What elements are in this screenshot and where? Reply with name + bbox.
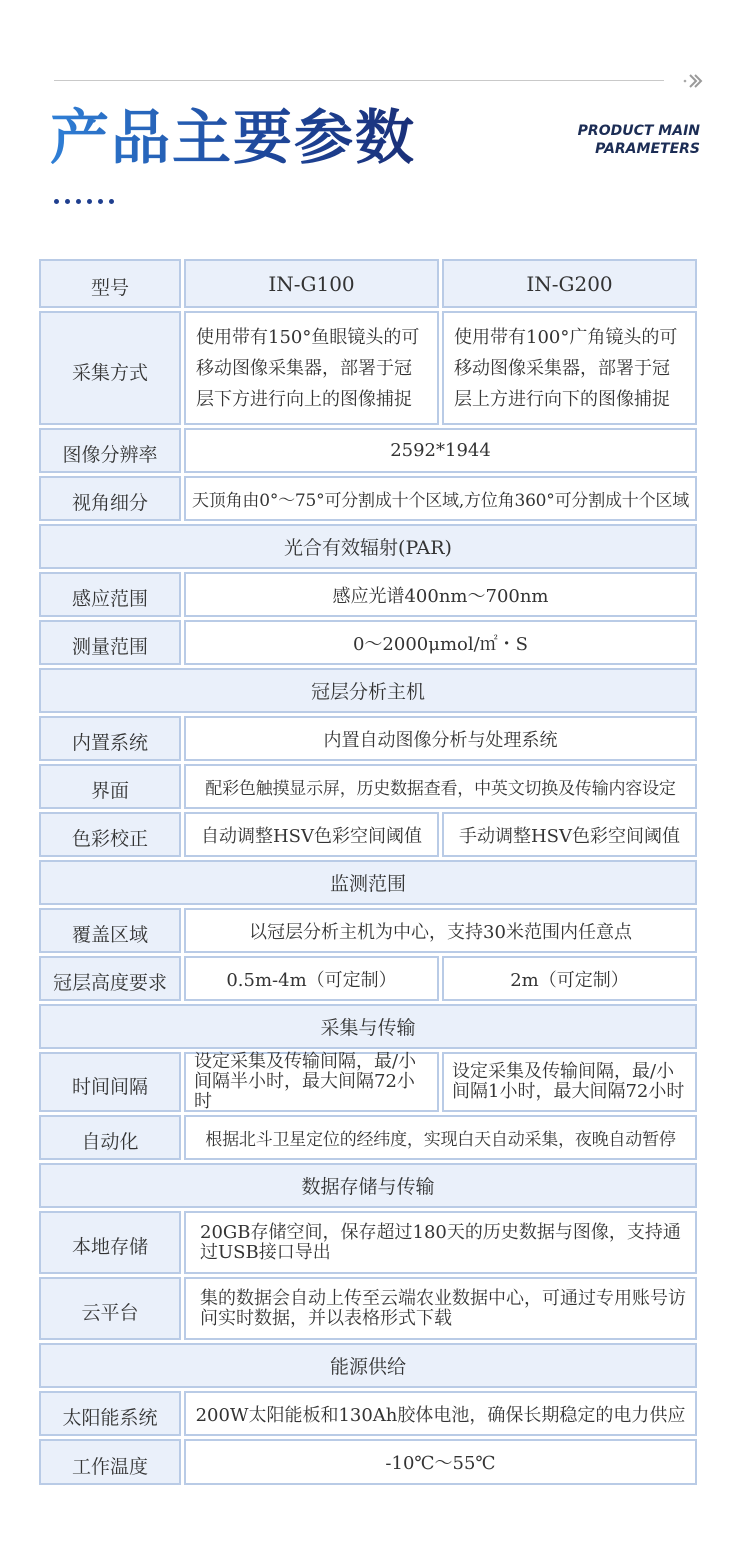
dot bbox=[54, 199, 59, 204]
system-label: 内置系统 bbox=[39, 716, 181, 761]
color-label: 色彩校正 bbox=[39, 812, 181, 857]
color-g200: 手动调整HSV色彩空间阈值 bbox=[442, 812, 697, 857]
automation-value: 根据北斗卫星定位的经纬度，实现白天自动采集，夜晚自动暂停 bbox=[184, 1115, 697, 1160]
measure-range-value: 0～2000μmol/㎡・S bbox=[184, 620, 697, 665]
solar-value: 200W太阳能板和130Ah胶体电池，确保长期稳定的电力供应 bbox=[184, 1391, 697, 1436]
interface-label: 界面 bbox=[39, 764, 181, 809]
section-storage: 数据存储与传输 bbox=[39, 1163, 697, 1208]
section-transfer: 采集与传输 bbox=[39, 1004, 697, 1049]
measure-range-label: 测量范围 bbox=[39, 620, 181, 665]
solar-label: 太阳能系统 bbox=[39, 1391, 181, 1436]
collect-g200: 使用带有100°广角镜头的可移动图像采集器，部署于冠层上方进行向下的图像捕捉 bbox=[442, 311, 697, 425]
page-title: 产品主要参数 bbox=[50, 103, 417, 172]
dot bbox=[65, 199, 70, 204]
resolution-label: 图像分辨率 bbox=[39, 428, 181, 473]
section-host: 冠层分析主机 bbox=[39, 668, 697, 713]
decorative-dots bbox=[54, 199, 114, 204]
section-power: 能源供给 bbox=[39, 1343, 697, 1388]
coverage-label: 覆盖区域 bbox=[39, 908, 181, 953]
interval-label: 时间间隔 bbox=[39, 1052, 181, 1112]
resolution-value: 2592*1944 bbox=[184, 428, 697, 473]
height-label: 冠层高度要求 bbox=[39, 956, 181, 1001]
model-label: 型号 bbox=[39, 259, 181, 308]
english-title-line-2: PARAMETERS bbox=[595, 141, 700, 157]
local-storage-value: 20GB存储空间，保存超过180天的历史数据与图像，支持通过USB接口导出 bbox=[184, 1211, 697, 1274]
height-g100: 0.5m-4m（可定制） bbox=[184, 956, 439, 1001]
cloud-label: 云平台 bbox=[39, 1277, 181, 1340]
temperature-label: 工作温度 bbox=[39, 1439, 181, 1485]
coverage-value: 以冠层分析主机为中心，支持30米范围内任意点 bbox=[184, 908, 697, 953]
sense-range-value: 感应光谱400nm～700nm bbox=[184, 572, 697, 617]
local-storage-label: 本地存储 bbox=[39, 1211, 181, 1274]
english-title-line-1: PRODUCT MAIN bbox=[577, 123, 700, 139]
english-title bbox=[578, 122, 700, 158]
dot bbox=[109, 199, 114, 204]
section-monitor: 监测范围 bbox=[39, 860, 697, 905]
sense-range-label: 感应范围 bbox=[39, 572, 181, 617]
cloud-value: 集的数据会自动上传至云端农业数据中心，可通过专用账号访问实时数据，并以表格形式下载 bbox=[184, 1277, 697, 1340]
interval-g200: 设定采集及传输间隔，最/小间隔1小时，最大间隔72小时 bbox=[442, 1052, 697, 1112]
interface-value: 配彩色触摸显示屏，历史数据查看，中英文切换及传输内容设定 bbox=[184, 764, 697, 809]
collect-g100: 使用带有150°鱼眼镜头的可移动图像采集器，部署于冠层下方进行向上的图像捕捉 bbox=[184, 311, 439, 425]
dot bbox=[87, 199, 92, 204]
model-g200: IN-G200 bbox=[442, 259, 697, 308]
model-g100: IN-G100 bbox=[184, 259, 439, 308]
collect-label: 采集方式 bbox=[39, 311, 181, 425]
header-divider bbox=[54, 80, 664, 81]
interval-g100: 设定采集及传输间隔，最/小间隔半小时，最大间隔72小时 bbox=[184, 1052, 439, 1112]
automation-label: 自动化 bbox=[39, 1115, 181, 1160]
color-g100: 自动调整HSV色彩空间阈值 bbox=[184, 812, 439, 857]
double-chevron-right-icon bbox=[682, 71, 704, 91]
dot bbox=[98, 199, 103, 204]
dot bbox=[76, 199, 81, 204]
section-par: 光合有效辐射(PAR) bbox=[39, 524, 697, 569]
view-label: 视角细分 bbox=[39, 476, 181, 521]
temperature-value: -10℃～55℃ bbox=[184, 1439, 697, 1485]
view-value: 天顶角由0°～75°可分割成十个区域,方位角360°可分割成十个区域 bbox=[184, 476, 697, 521]
height-g200: 2m（可定制） bbox=[442, 956, 697, 1001]
system-value: 内置自动图像分析与处理系统 bbox=[184, 716, 697, 761]
